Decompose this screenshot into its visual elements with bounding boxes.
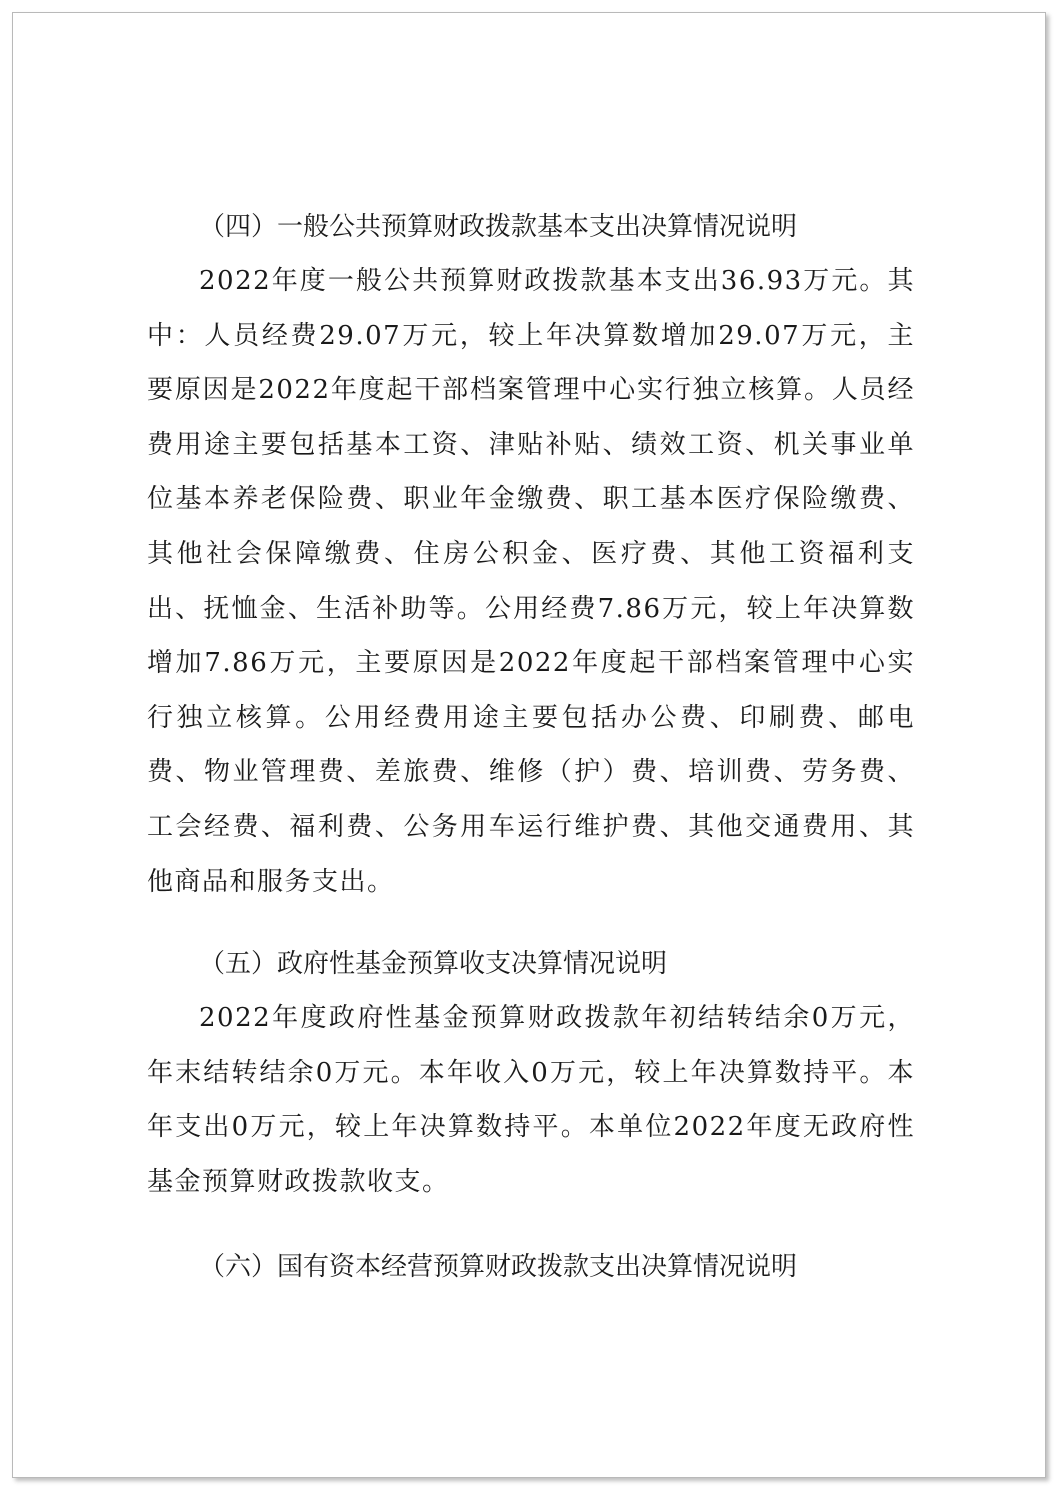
section-4-heading: （四）一般公共预算财政拨款基本支出决算情况说明 [199,212,798,242]
section-5-paragraph: 2022年度政府性基金预算财政拨款年初结转结余0万元，年末结转结余0万元。本年收入0万元，较上年决算数持平。本年支出0万元，较上年决算数持平。本单位2022年度无政府性基金预算财政拨款收支。 [147,1003,915,1197]
document-content [147,200,915,1294]
section-spacer [147,909,915,937]
section-5-heading: （五）政府性基金预算收支决算情况说明 [199,949,668,980]
section-4-paragraph: 2022年度一般公共预算财政拨款基本支出36.93万元。其中：人员经费29.07万元，较上年决算数增加29.07万元，主要原因是2022年度起干部档案管理中心实行独立核算。人员经费用途主要包括基本工资、津贴补贴、绩效工资、机关事业单位基本养老保险费、职业年金缴费、职工基本医疗保险缴费、其他社会保障缴费、住房公积金、医疗费、其他工资福利支出、抚恤金、生活补助等。公用经费7.86万元，较上年决算数增加7.86万元，主要原因是2022年度起干部档案管理中心实行独立核算。公用经费用途主要包括办公费、印刷费、邮电费、物业管理费、差旅费、维修（护）费、培训费、劳务费、工会经费、福利费、公务用车运行维护费、其他交通费用、其他商品和服务支出。 [147,266,915,897]
section-6-heading: （六）国有资本经营预算财政拨款支出决算情况说明 [199,1251,798,1282]
section-spacer [147,1210,915,1240]
